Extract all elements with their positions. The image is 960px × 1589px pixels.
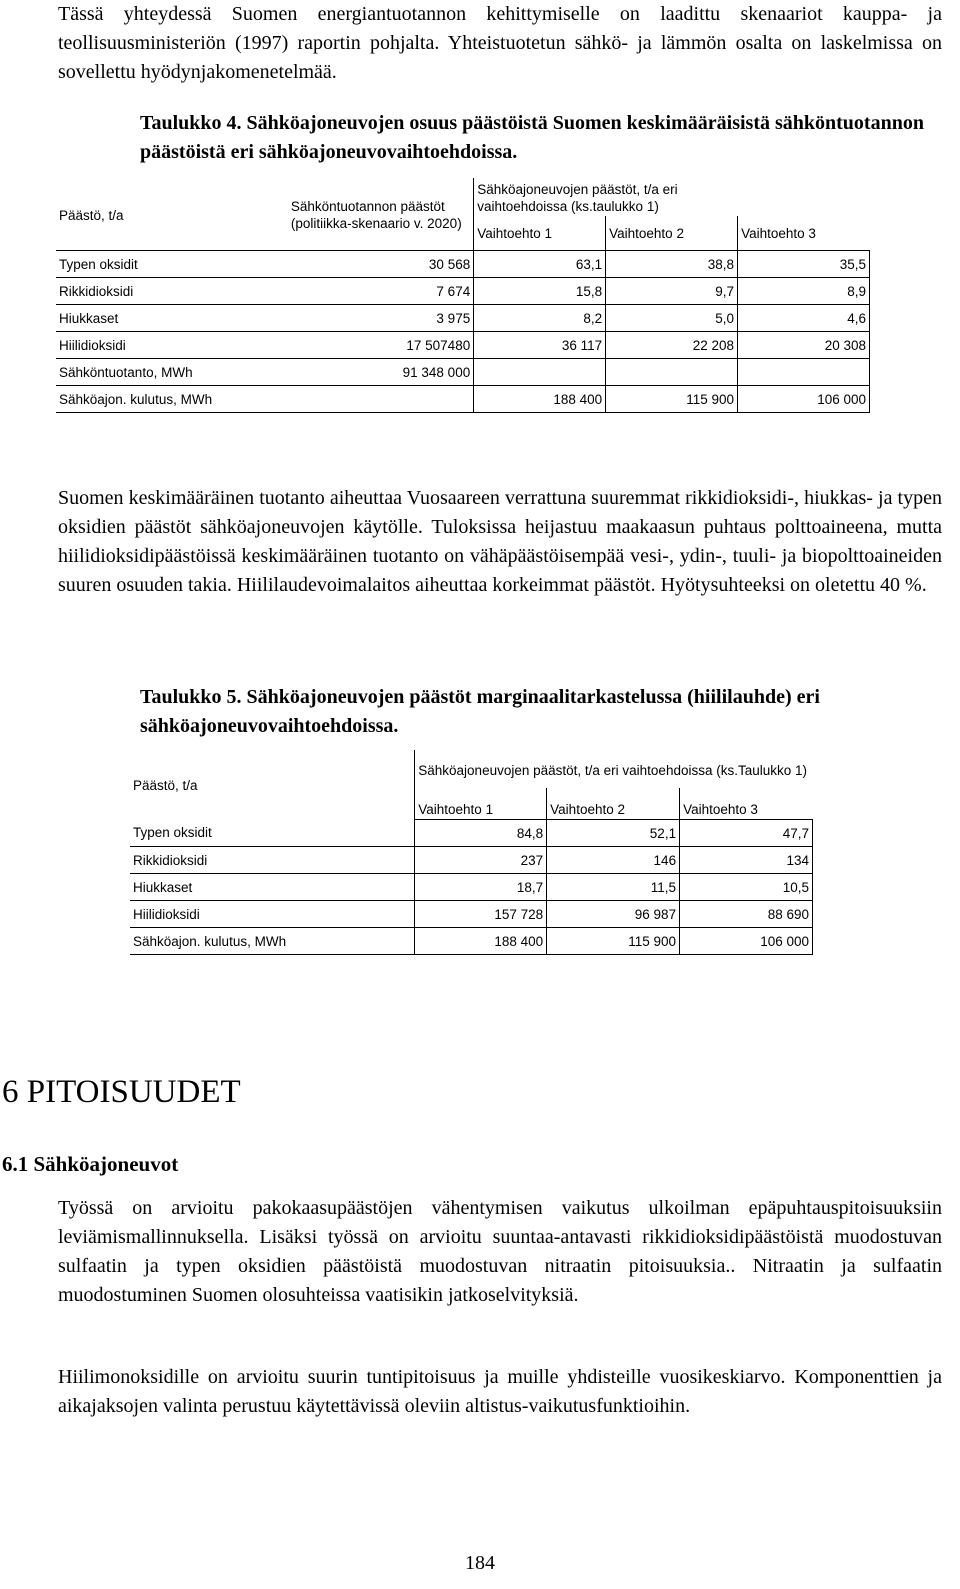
section-heading: 6 PITOISUUDET [2,1074,241,1110]
intro-paragraph: Tässä yhteydessä Suomen energiantuotannon kehittymiselle on laadittu skenaariot kauppa- ja teollisuusministeriön (1997) raportin pohjalta. Yhteistuotetun sähkö- ja lämmön osalta on laskelmissa on sovellettu hyödynjakomenetelmää. [58,3,942,83]
table5-header-alt1: Vaihtoehto 1 [415,788,547,820]
table-row: Hiukkaset 3 975 8,2 5,0 4,6 [56,305,870,332]
table-row: Rikkidioksidi 237 146 134 [130,847,813,874]
table4-header-group: Sähköajoneuvojen päästöt, t/a eri vaihtoehdoissa (ks.taulukko 1) [477,182,678,214]
table5 [130,750,813,955]
table4-header-pollutant: Päästö, t/a [59,207,124,223]
page-number: 184 [465,1552,495,1574]
table-row: Typen oksidit 30 568 63,1 38,8 35,5 [56,251,870,278]
section-paragraph-2: Hiilimonoksidille on arvioitu suurin tuntipitoisuus ja muille yhdisteille vuosikeskiarvo. Komponenttien ja aikajaksojen valinta perustuu käytettävissä oleviin altistus-vaikutusfunktioihin. [58,1366,942,1417]
table5-header-group: Sähköajoneuvojen päästöt, t/a eri vaihtoehdoissa (ks.Taulukko 1) [418,762,808,778]
section-paragraph-1: Työssä on arvioitu pakokaasupäästöjen vähentymisen vaikutus ulkoilman epäpuhtauspitoisuuksiin leviämismallinnuksella. Lisäksi työssä on arvioitu suuntaa-antavasti rikkidioksidipäästöistä muodostuvan sulfaatin ja typen oksidien päästöistä muodostuvan nitraatin pitoisuuksia.. Nitraatin ja sulfaatin muodostuminen Suomen olosuhteissa vaatisikin jatkoselvityksiä. [58,1197,942,1306]
table4-header-alt1: Vaihtoehto 1 [474,216,606,251]
table-row: Sähköajon. kulutus, MWh 188 400 115 900 106 000 [130,928,813,955]
table-row: Sähköajon. kulutus, MWh 188 400 115 900 106 000 [56,386,870,413]
table4-header-alt2: Vaihtoehto 2 [606,216,738,251]
table4 [56,178,870,413]
table-row: Hiilidioksidi 157 728 96 987 88 690 [130,901,813,928]
table5-header-alt3: Vaihtoehto 3 [680,788,813,820]
table-row: Typen oksidit 84,8 52,1 47,7 [130,820,813,847]
table4-header-alt3: Vaihtoehto 3 [741,225,816,241]
table4-caption: Taulukko 4. Sähköajoneuvojen osuus päästöistä Suomen keskimääräisistä sähköntuotannon päästöistä eri sähköajoneuvovaihtoehdoissa. [140,112,924,163]
table4-header-production: Sähköntuotannon päästöt (politiikka-skenaario v. 2020) [288,178,474,251]
table-row: Sähköntuotanto, MWh 91 348 000 [56,359,870,386]
middle-paragraph: Suomen keskimääräinen tuotanto aiheuttaa Vuosaareen verrattuna suuremmat rikkidioksidi-, hiukkas- ja typen oksidien päästöt sähköajoneuvojen käytölle. Tuloksissa heijastuu maakaasun puhtaus polttoaineena, mutta hiilidioksidipäästöissä keskimääräinen tuotanto on vähäpäästöisempää vesi-, ydin-, tuuli- ja biopolttoaineiden suuren osuuden takia. Hiililaudevoimalaitos aiheuttaa korkeimmat päästöt. Hyötysuhteeksi on oletettu 40 %. [58,487,942,596]
table-row: Rikkidioksidi 7 674 15,8 9,7 8,9 [56,278,870,305]
table-row: Hiilidioksidi 17 507480 36 117 22 208 20 308 [56,332,870,359]
table-row: Hiukkaset 18,7 11,5 10,5 [130,874,813,901]
table5-caption: Taulukko 5. Sähköajoneuvojen päästöt marginaalitarkastelussa (hiililauhde) eri sähköajoneuvovaihtoehdoissa. [140,686,820,737]
table5-header-alt2: Vaihtoehto 2 [547,788,680,820]
table5-header-pollutant: Päästö, t/a [130,750,415,820]
subsection-heading: 6.1 Sähköajoneuvot [2,1152,179,1176]
